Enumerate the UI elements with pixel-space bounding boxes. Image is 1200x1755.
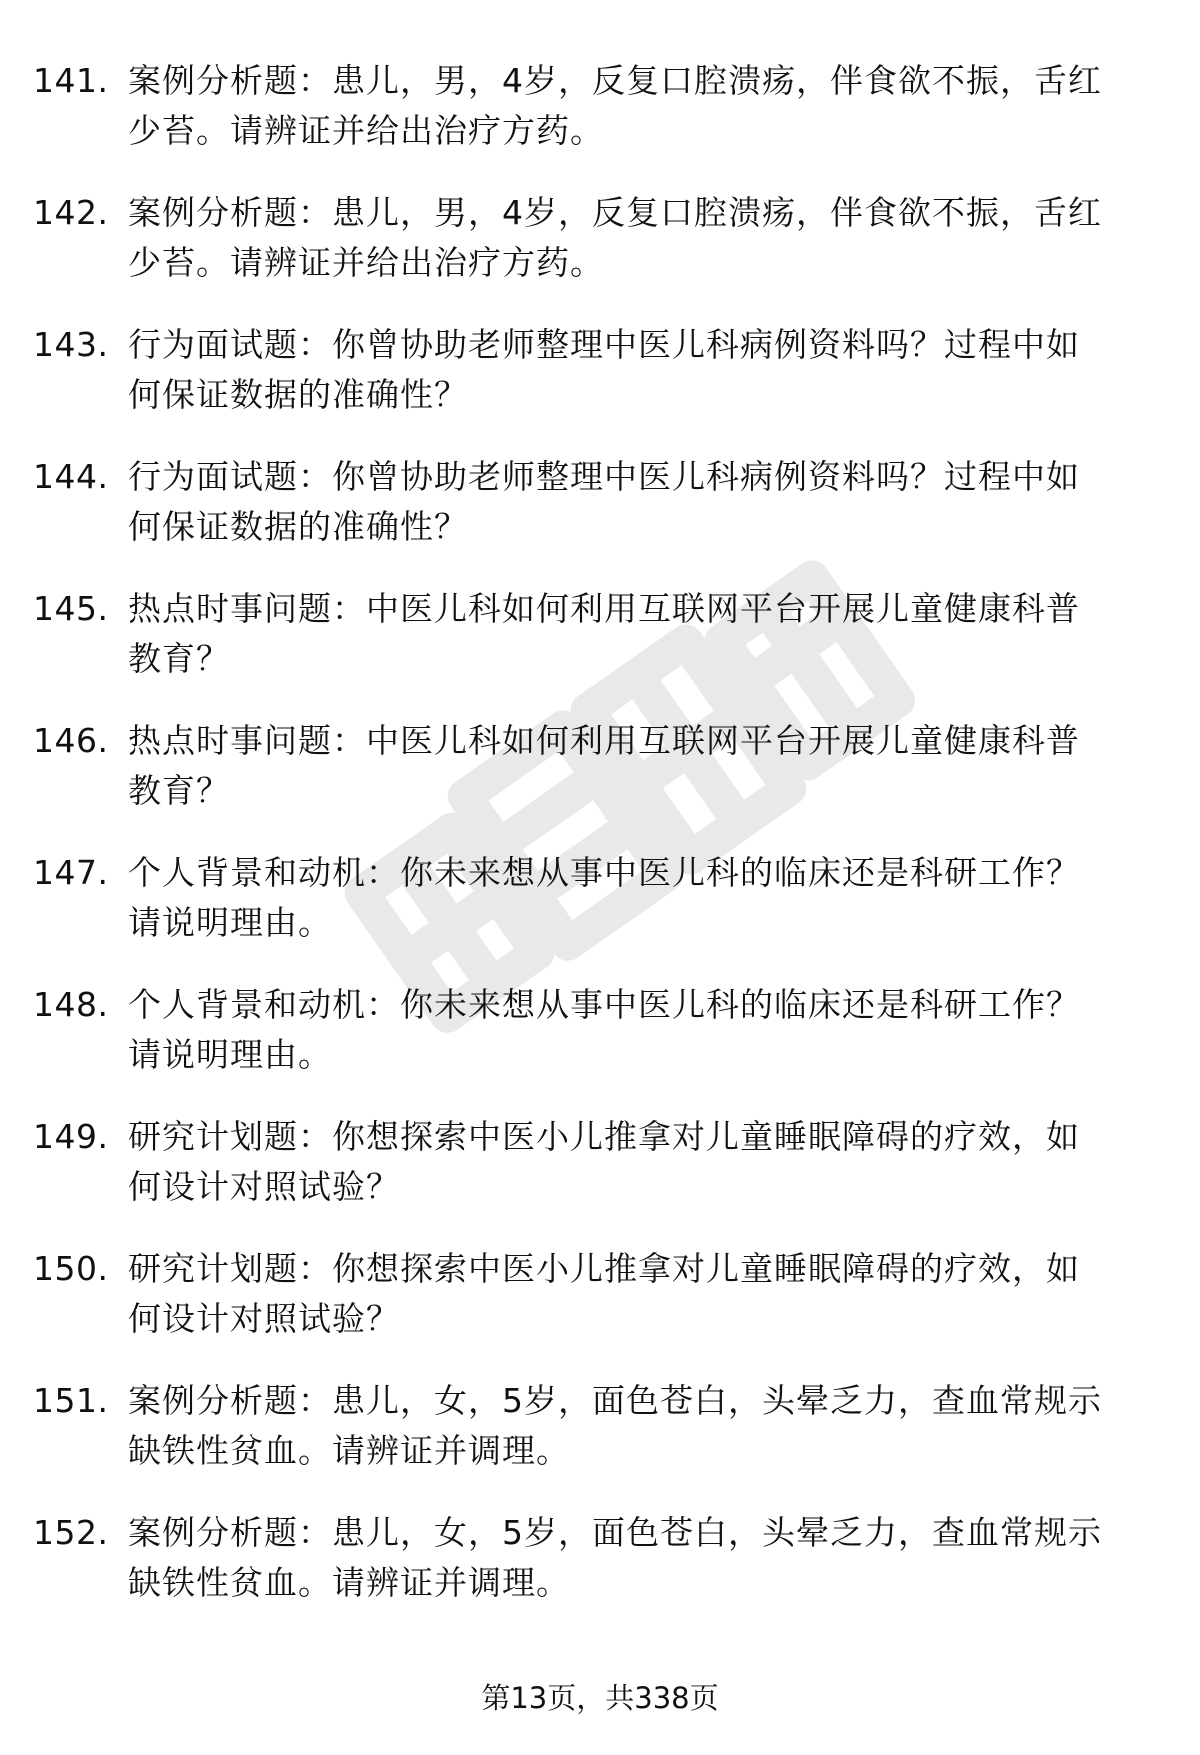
question-number: 141.: [33, 61, 109, 100]
question-number: 143.: [33, 325, 109, 364]
question-line: 个人背景和动机：你未来想从事中医儿科的临床还是科研工作？: [128, 853, 1080, 892]
question-line: 案例分析题：患儿，男，4岁，反复口腔溃疡，伴食欲不振，舌红: [128, 193, 1102, 232]
question-text: [128, 716, 1168, 816]
question-item: [0, 1376, 1200, 1508]
question-line: 研究计划题：你想探索中医小儿推拿对儿童睡眠障碍的疗效，如: [128, 1249, 1080, 1288]
question-item: [0, 848, 1200, 980]
question-line: 请说明理由。: [128, 1035, 332, 1074]
question-number: 144.: [33, 457, 109, 496]
question-item: [0, 56, 1200, 188]
question-text: [128, 1508, 1168, 1608]
question-line: 热点时事问题：中医儿科如何利用互联网平台开展儿童健康科普: [128, 721, 1080, 760]
question-line: 研究计划题：你想探索中医小儿推拿对儿童睡眠障碍的疗效，如: [128, 1117, 1080, 1156]
question-line: 何保证数据的准确性？: [128, 375, 468, 414]
question-text: [128, 1112, 1168, 1212]
question-line: 请说明理由。: [128, 903, 332, 942]
question-number: 142.: [33, 193, 109, 232]
question-line: 行为面试题：你曾协助老师整理中医儿科病例资料吗？过程中如: [128, 325, 1080, 364]
question-line: 案例分析题：患儿，男，4岁，反复口腔溃疡，伴食欲不振，舌红: [128, 61, 1102, 100]
question-text: [128, 848, 1168, 948]
question-line: 教育？: [128, 771, 230, 810]
question-number: 152.: [33, 1513, 109, 1552]
question-text: [128, 452, 1168, 552]
question-item: [0, 452, 1200, 584]
page-number-footer: 第13页，共338页: [481, 1681, 719, 1715]
question-text: [128, 584, 1168, 684]
question-line: 个人背景和动机：你未来想从事中医儿科的临床还是科研工作？: [128, 985, 1080, 1024]
question-text: [128, 320, 1168, 420]
question-line: 少苔。请辨证并给出治疗方药。: [128, 111, 604, 150]
question-line: 缺铁性贫血。请辨证并调理。: [128, 1563, 570, 1602]
question-line: 案例分析题：患儿，女，5岁，面色苍白，头晕乏力，查血常规示: [128, 1513, 1102, 1552]
question-number: 147.: [33, 853, 109, 892]
question-line: 缺铁性贫血。请辨证并调理。: [128, 1431, 570, 1470]
question-line: 何保证数据的准确性？: [128, 507, 468, 546]
question-text: [128, 1376, 1168, 1476]
question-text: [128, 56, 1168, 156]
question-item: [0, 1244, 1200, 1376]
question-number: 145.: [33, 589, 109, 628]
question-line: 少苔。请辨证并给出治疗方药。: [128, 243, 604, 282]
question-item: [0, 1508, 1200, 1640]
question-item: [0, 716, 1200, 848]
question-text: [128, 188, 1168, 288]
question-number: 151.: [33, 1381, 109, 1420]
question-line: 案例分析题：患儿，女，5岁，面色苍白，头晕乏力，查血常规示: [128, 1381, 1102, 1420]
question-line: 热点时事问题：中医儿科如何利用互联网平台开展儿童健康科普: [128, 589, 1080, 628]
question-number: 146.: [33, 721, 109, 760]
question-number: 148.: [33, 985, 109, 1024]
question-number: 150.: [33, 1249, 109, 1288]
question-item: [0, 1112, 1200, 1244]
question-item: [0, 320, 1200, 452]
question-line: 行为面试题：你曾协助老师整理中医儿科病例资料吗？过程中如: [128, 457, 1080, 496]
question-item: [0, 980, 1200, 1112]
question-number: 149.: [33, 1117, 109, 1156]
question-item: [0, 584, 1200, 716]
question-item: [0, 188, 1200, 320]
question-line: 何设计对照试验？: [128, 1167, 400, 1206]
question-list: [0, 56, 1200, 1640]
question-text: [128, 980, 1168, 1080]
question-text: [128, 1244, 1168, 1344]
question-line: 教育？: [128, 639, 230, 678]
question-line: 何设计对照试验？: [128, 1299, 400, 1338]
